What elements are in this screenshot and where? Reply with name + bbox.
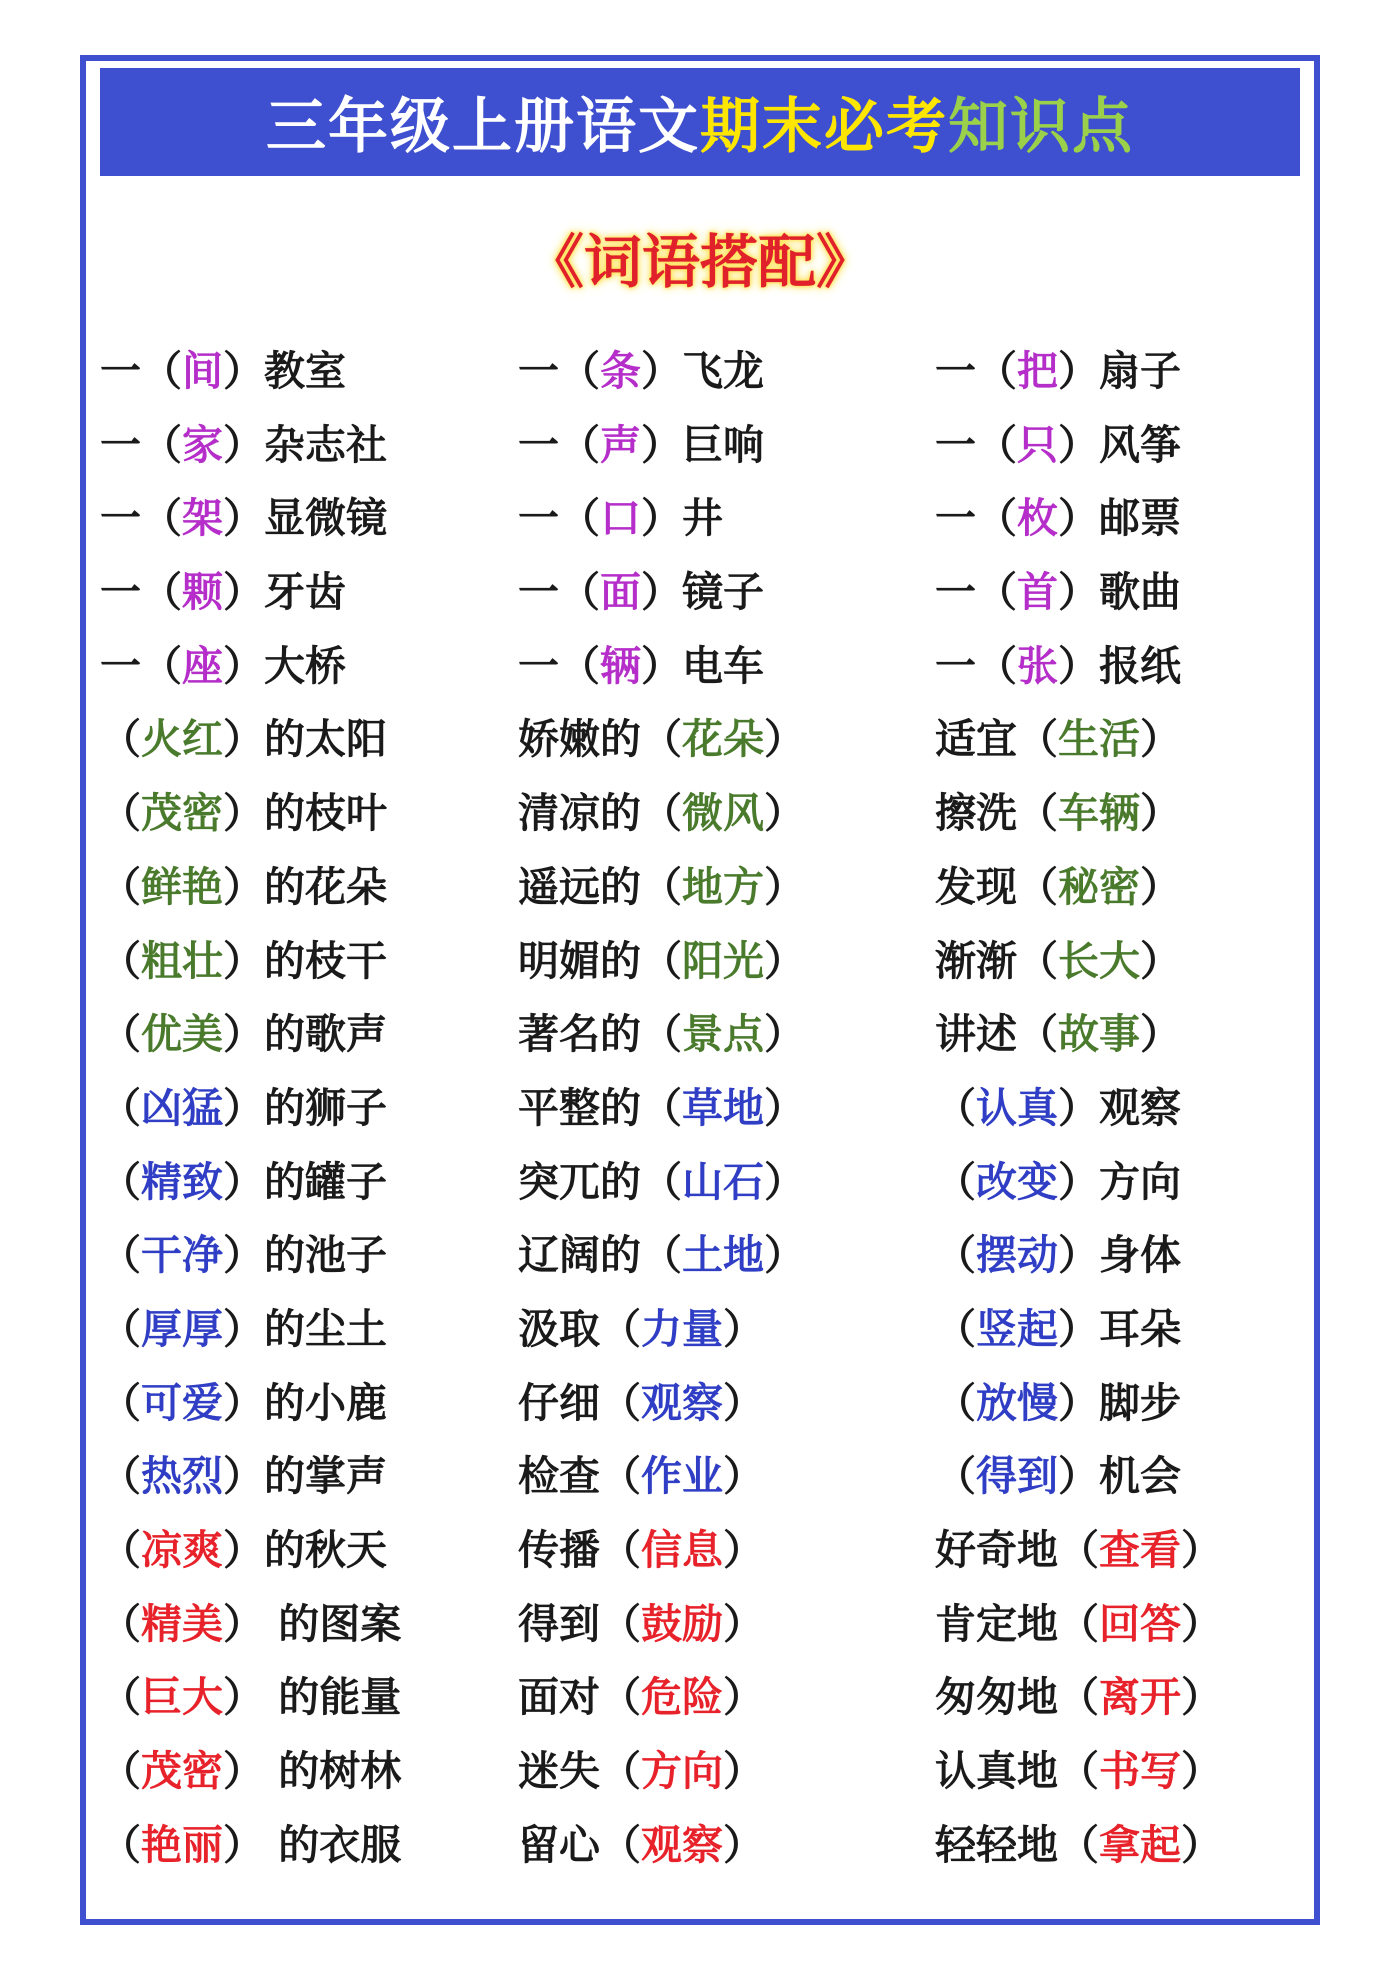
word-pair-row (518, 482, 805, 556)
prompt-text-after: ） (764, 1083, 805, 1132)
column-1 (100, 335, 401, 1882)
prompt-text-after: ） (1181, 1526, 1222, 1574)
answer-word: 竖起 (976, 1304, 1058, 1353)
word-pair-row (935, 1146, 1222, 1220)
word-pair-row (518, 998, 805, 1072)
prompt-text-after: ）巨响 (641, 420, 764, 469)
answer-word: 得到 (976, 1452, 1058, 1501)
prompt-text-after: ） (1181, 1673, 1222, 1722)
prompt-text-before: 一（ (518, 568, 600, 617)
prompt-text-after: ） (764, 862, 805, 911)
prompt-text-before: 得到（ (518, 1599, 641, 1648)
prompt-text-before: （ (100, 1526, 141, 1574)
word-pair-row (518, 1440, 805, 1514)
prompt-text-before: （ (100, 1452, 141, 1501)
prompt-text-after: ）风筝 (1058, 420, 1181, 469)
answer-word: 热烈 (141, 1452, 223, 1501)
prompt-text-before: 著名的（ (518, 1010, 682, 1059)
word-pair-row (100, 998, 401, 1072)
prompt-text-before: 一（ (935, 494, 1017, 543)
prompt-text-before: 一（ (100, 347, 182, 395)
prompt-text-before: 辽阔的（ (518, 1231, 682, 1280)
prompt-text-after: ） (1140, 789, 1181, 838)
answer-word: 颗 (182, 568, 223, 617)
prompt-text-before: （ (100, 1231, 141, 1280)
prompt-text-after: ） (723, 1304, 764, 1353)
word-pair-row (100, 925, 401, 999)
answer-word: 方向 (641, 1747, 723, 1796)
answer-word: 长大 (1058, 936, 1140, 985)
prompt-text-before: 遥远的（ (518, 862, 682, 911)
answer-word: 家 (182, 420, 223, 469)
answer-word: 艳丽 (141, 1820, 223, 1869)
answer-word: 生活 (1058, 715, 1140, 764)
answer-word: 厚厚 (141, 1304, 223, 1353)
word-pair-row (518, 556, 805, 630)
prompt-text-after: ） (723, 1526, 764, 1574)
prompt-text-after: ） 的能量 (223, 1673, 402, 1722)
prompt-text-after: ） (764, 715, 805, 764)
prompt-text-before: （ (100, 1083, 141, 1132)
prompt-text-before: 一（ (518, 641, 600, 690)
answer-word: 放慢 (976, 1378, 1058, 1427)
prompt-text-after: ） (723, 1378, 764, 1427)
prompt-text-after: ）井 (641, 494, 723, 543)
prompt-text-after: ）耳朵 (1058, 1304, 1181, 1353)
prompt-text-before: 认真地（ (935, 1747, 1099, 1796)
prompt-text-after: ） (764, 1010, 805, 1059)
word-pair-row (100, 1809, 401, 1883)
prompt-text-before: 面对（ (518, 1673, 641, 1722)
column-3 (935, 335, 1222, 1882)
word-pair-row (935, 335, 1222, 409)
prompt-text-before: （ (935, 1304, 976, 1353)
prompt-text-after: ）的歌声 (223, 1010, 387, 1059)
word-pair-row (100, 1146, 401, 1220)
prompt-text-before: 一（ (935, 347, 1017, 395)
answer-word: 花朵 (682, 715, 764, 764)
prompt-text-before: 发现（ (935, 862, 1058, 911)
prompt-text-before: 明媚的（ (518, 936, 682, 985)
prompt-text-before: 好奇地（ (935, 1526, 1099, 1574)
word-pair-row (100, 1588, 401, 1662)
prompt-text-before: （ (100, 1157, 141, 1206)
word-pair-row (518, 1072, 805, 1146)
answer-word: 辆 (600, 641, 641, 690)
word-pair-row (100, 1072, 401, 1146)
prompt-text-after: ）的太阳 (223, 715, 387, 764)
prompt-text-before: 一（ (100, 420, 182, 469)
prompt-text-before: （ (935, 1452, 976, 1501)
answer-word: 阳光 (682, 936, 764, 985)
prompt-text-before: 适宜（ (935, 715, 1058, 764)
answer-word: 精致 (141, 1157, 223, 1206)
word-pair-row (100, 1219, 401, 1293)
prompt-text-after: ） (764, 1157, 805, 1206)
answer-word: 认真 (976, 1083, 1058, 1132)
word-pair-row (935, 1293, 1222, 1367)
prompt-text-after: ） (764, 1231, 805, 1280)
prompt-text-before: （ (100, 1599, 141, 1648)
answer-word: 口 (600, 494, 641, 543)
word-pair-row (518, 630, 805, 704)
prompt-text-before: （ (935, 1157, 976, 1206)
prompt-text-before: 擦洗（ (935, 789, 1058, 838)
prompt-text-before: （ (100, 715, 141, 764)
prompt-text-after: ） 的衣服 (223, 1820, 402, 1869)
prompt-text-after: ）的花朵 (223, 862, 387, 911)
answer-word: 精美 (141, 1599, 223, 1648)
prompt-text-after: ）的罐子 (223, 1157, 387, 1206)
prompt-text-before: 仔细（ (518, 1378, 641, 1427)
prompt-text-after: ）观察 (1058, 1083, 1181, 1132)
prompt-text-before: 传播（ (518, 1526, 641, 1574)
word-pair-row (935, 1661, 1222, 1735)
word-pair-row (518, 1514, 805, 1588)
word-pair-row (518, 1146, 805, 1220)
word-pair-row (935, 1514, 1222, 1588)
prompt-text-after: ）脚步 (1058, 1378, 1181, 1427)
answer-word: 作业 (641, 1452, 723, 1501)
prompt-text-after: ） 的图案 (223, 1599, 402, 1648)
answer-word: 书写 (1099, 1747, 1181, 1796)
word-pair-row (100, 556, 401, 630)
column-2 (518, 335, 805, 1882)
prompt-text-after: ） (723, 1820, 764, 1869)
prompt-text-after: ）电车 (641, 641, 764, 690)
prompt-text-after: ）方向 (1058, 1157, 1181, 1206)
prompt-text-before: 检查（ (518, 1452, 641, 1501)
prompt-text-after: ）的小鹿 (223, 1378, 387, 1427)
prompt-text-after: ）身体 (1058, 1231, 1181, 1280)
prompt-text-before: 清凉的（ (518, 789, 682, 838)
answer-word: 首 (1017, 568, 1058, 617)
prompt-text-after: ） (1181, 1820, 1222, 1869)
prompt-text-before: 留心（ (518, 1820, 641, 1869)
prompt-text-after: ） (1140, 1010, 1181, 1059)
prompt-text-after: ）的枝干 (223, 936, 387, 985)
word-pair-row (935, 1072, 1222, 1146)
answer-word: 摆动 (976, 1231, 1058, 1280)
answer-word: 间 (182, 347, 223, 395)
word-pair-row (518, 1219, 805, 1293)
answer-word: 凶猛 (141, 1083, 223, 1132)
answer-word: 把 (1017, 347, 1058, 395)
prompt-text-before: 一（ (935, 568, 1017, 617)
answer-word: 条 (600, 347, 641, 395)
word-pair-row (935, 1219, 1222, 1293)
prompt-text-before: 肯定地（ (935, 1599, 1099, 1648)
word-pair-row (518, 925, 805, 999)
title-part-3: 知识点 (948, 92, 1134, 162)
word-pair-row (518, 335, 805, 409)
answer-word: 茂密 (141, 1747, 223, 1796)
word-pair-row (935, 630, 1222, 704)
word-pair-row (518, 851, 805, 925)
prompt-text-after: ） (723, 1747, 764, 1796)
prompt-text-after: ）的枝叶 (223, 789, 387, 838)
answer-word: 粗壮 (141, 936, 223, 985)
prompt-text-after: ）显微镜 (223, 494, 387, 543)
answer-word: 山石 (682, 1157, 764, 1206)
prompt-text-after: ）歌曲 (1058, 568, 1181, 617)
word-pair-row (100, 335, 401, 409)
answer-word: 危险 (641, 1673, 723, 1722)
prompt-text-before: 讲述（ (935, 1010, 1058, 1059)
prompt-text-after: ）邮票 (1058, 494, 1181, 543)
prompt-text-before: （ (935, 1378, 976, 1427)
word-pair-row (100, 409, 401, 483)
prompt-text-after: ）飞龙 (641, 347, 764, 395)
prompt-text-before: 一（ (935, 641, 1017, 690)
word-pair-row (518, 1588, 805, 1662)
answer-word: 车辆 (1058, 789, 1140, 838)
answer-word: 景点 (682, 1010, 764, 1059)
answer-word: 改变 (976, 1157, 1058, 1206)
prompt-text-after: ） (1181, 1747, 1222, 1796)
prompt-text-before: （ (935, 1083, 976, 1132)
prompt-text-before: （ (100, 1820, 141, 1869)
answer-word: 鼓励 (641, 1599, 723, 1648)
prompt-text-after: ） (723, 1452, 764, 1501)
answer-word: 声 (600, 420, 641, 469)
prompt-text-before: （ (100, 862, 141, 911)
word-pair-row (100, 630, 401, 704)
word-pair-row (518, 777, 805, 851)
prompt-text-before: 轻轻地（ (935, 1820, 1099, 1869)
answer-word: 优美 (141, 1010, 223, 1059)
prompt-text-after: ）的掌声 (223, 1452, 387, 1501)
word-pair-row (518, 1293, 805, 1367)
prompt-text-after: ）扇子 (1058, 347, 1181, 395)
prompt-text-before: 汲取（ (518, 1304, 641, 1353)
prompt-text-after: ）牙齿 (223, 568, 346, 617)
prompt-text-before: 一（ (100, 494, 182, 543)
prompt-text-before: 一（ (935, 420, 1017, 469)
answer-word: 信息 (641, 1526, 723, 1574)
word-pair-row (518, 1367, 805, 1441)
prompt-text-before: （ (100, 1304, 141, 1353)
prompt-text-before: 一（ (100, 568, 182, 617)
answer-word: 离开 (1099, 1673, 1181, 1722)
word-pair-row (518, 1661, 805, 1735)
answer-word: 鲜艳 (141, 862, 223, 911)
prompt-text-before: （ (100, 1747, 141, 1796)
prompt-text-before: （ (100, 1673, 141, 1722)
prompt-text-before: 平整的（ (518, 1083, 682, 1132)
prompt-text-after: ）镜子 (641, 568, 764, 617)
prompt-text-after: ） (1140, 862, 1181, 911)
word-pair-row (100, 703, 401, 777)
word-pair-row (935, 556, 1222, 630)
answer-word: 架 (182, 494, 223, 543)
prompt-text-before: 一（ (518, 420, 600, 469)
word-pair-row (518, 1735, 805, 1809)
answer-word: 可爱 (141, 1378, 223, 1427)
prompt-text-after: ）的秋天 (223, 1526, 387, 1574)
word-pair-row (100, 1293, 401, 1367)
answer-word: 巨大 (141, 1673, 223, 1722)
word-pair-row (935, 1735, 1222, 1809)
answer-word: 故事 (1058, 1010, 1140, 1059)
answer-word: 回答 (1099, 1599, 1181, 1648)
word-pair-row (100, 777, 401, 851)
prompt-text-before: 娇嫩的（ (518, 715, 682, 764)
prompt-text-before: 一（ (100, 641, 182, 690)
answer-word: 枚 (1017, 494, 1058, 543)
word-pair-row (935, 998, 1222, 1072)
prompt-text-before: 一（ (518, 347, 600, 395)
prompt-text-after: ）机会 (1058, 1452, 1181, 1501)
prompt-text-after: ） 的树林 (223, 1747, 402, 1796)
answer-word: 面 (600, 568, 641, 617)
prompt-text-after: ） (1140, 936, 1181, 985)
word-pair-row (518, 1809, 805, 1883)
title-banner (100, 68, 1300, 176)
word-pair-row (100, 1661, 401, 1735)
prompt-text-before: 一（ (518, 494, 600, 543)
word-pair-row (935, 925, 1222, 999)
answer-word: 茂密 (141, 789, 223, 838)
prompt-text-after: ）的池子 (223, 1231, 387, 1280)
word-pair-row (100, 1514, 401, 1588)
prompt-text-after: ） (1181, 1599, 1222, 1648)
answer-word: 草地 (682, 1083, 764, 1132)
answer-word: 观察 (641, 1820, 723, 1869)
prompt-text-after: ）杂志社 (223, 420, 387, 469)
prompt-text-after: ） (764, 936, 805, 985)
title-part-2: 期末必考 (700, 92, 948, 162)
prompt-text-before: （ (100, 1010, 141, 1059)
word-pair-row (935, 851, 1222, 925)
prompt-text-before: 匆匆地（ (935, 1673, 1099, 1722)
answer-word: 火红 (141, 715, 223, 764)
prompt-text-after: ）的尘土 (223, 1304, 387, 1353)
word-pair-row (935, 409, 1222, 483)
word-pair-row (935, 777, 1222, 851)
word-pair-row (518, 409, 805, 483)
answer-word: 观察 (641, 1378, 723, 1427)
answer-word: 座 (182, 641, 223, 690)
answer-word: 微风 (682, 789, 764, 838)
prompt-text-before: （ (100, 1378, 141, 1427)
prompt-text-after: ）大桥 (223, 641, 346, 690)
prompt-text-before: （ (100, 936, 141, 985)
word-pair-row (935, 1588, 1222, 1662)
answer-word: 力量 (641, 1304, 723, 1353)
word-pair-row (935, 703, 1222, 777)
answer-word: 凉爽 (141, 1526, 223, 1574)
word-pair-row (100, 1440, 401, 1514)
prompt-text-before: 突兀的（ (518, 1157, 682, 1206)
answer-word: 干净 (141, 1231, 223, 1280)
prompt-text-after: ）教室 (223, 347, 346, 395)
prompt-text-after: ） (723, 1599, 764, 1648)
prompt-text-before: 渐渐（ (935, 936, 1058, 985)
word-pair-row (935, 482, 1222, 556)
prompt-text-after: ） (723, 1673, 764, 1722)
word-pair-row (100, 482, 401, 556)
answer-word: 张 (1017, 641, 1058, 690)
answer-word: 只 (1017, 420, 1058, 469)
prompt-text-after: ） (764, 789, 805, 838)
answer-word: 土地 (682, 1231, 764, 1280)
word-pair-row (100, 1367, 401, 1441)
answer-word: 地方 (682, 862, 764, 911)
answer-word: 查看 (1099, 1526, 1181, 1574)
prompt-text-after: ） (1140, 715, 1181, 764)
word-pair-row (518, 703, 805, 777)
subtitle: 《词语搭配》 (525, 228, 874, 296)
answer-word: 拿起 (1099, 1820, 1181, 1869)
word-pair-row (935, 1809, 1222, 1883)
prompt-text-after: ）的狮子 (223, 1083, 387, 1132)
prompt-text-before: （ (100, 789, 141, 838)
prompt-text-before: （ (935, 1231, 976, 1280)
word-pair-row (100, 851, 401, 925)
word-pair-row (100, 1735, 401, 1809)
prompt-text-before: 迷失（ (518, 1747, 641, 1796)
word-pair-row (935, 1367, 1222, 1441)
word-pair-row (935, 1440, 1222, 1514)
answer-word: 秘密 (1058, 862, 1140, 911)
title-part-1: 三年级上册语文 (266, 92, 700, 162)
prompt-text-after: ）报纸 (1058, 641, 1181, 690)
